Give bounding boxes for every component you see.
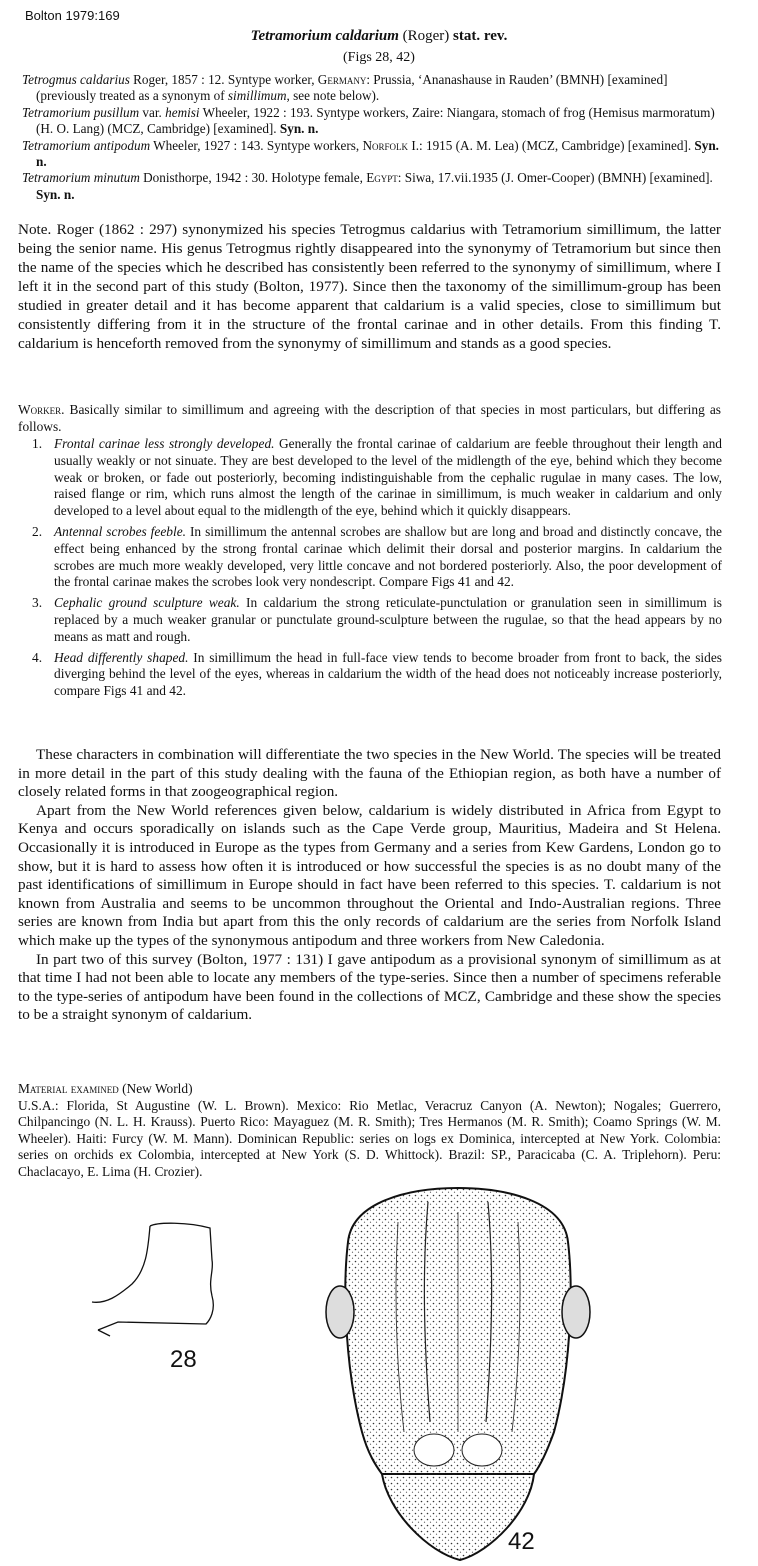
synonym-country: Germany [317, 72, 367, 87]
synonym-text: : 1915 (A. M. Lea) (MCZ, Cambridge) [examined]. [419, 137, 692, 153]
figure-reference: (Figs 28, 42) [343, 50, 415, 65]
character-text: Generally the frontal carinae of caldarium are feeble throughout their length and usually weakly or not sinuate. They are best developed to the level of the midlength of the eye, behind which they become weak or broken, or fade out posteriorly, becoming indistinguishable from the cephalic rugulae in many cases. The low, raised flange or rim, which runs almost the length of the carinae in simillimum, is much weaker in caldarium and only developed to a level about equal to the midlength of the eye, behind which it quickly disappears. [54, 436, 722, 519]
note-paragraph: Note. Roger (1862 : 297) synonymized his species Tetrogmus caldarius with Tetramorium simillimum, the latter being the senior name. His genus Tetrogmus rightly disappeared into the synonymy of Tetramorium but since then the name of the species which he described has consistently been referred to the synonymy of simillimum, where I left it in the second part of this study (Bolton, 1977). Since then the taxonomy of the simillimum-group has been studied in greater detail and it has become apparent that caldarium is a valid species, close to simillimum but consistently differing from it in the structure of the frontal carinae and in other details. From this finding T. caldarium is henceforth removed from the synonymy of simillimum and stands as a good species. [18, 221, 721, 352]
synonym-text: : Prussia, ‘Ananashause in Rauden’ (BMNH) [examined] (previously treated as a synonym of [36, 72, 668, 104]
character-number: 4. [32, 649, 43, 665]
worker-label: Worker. [18, 402, 65, 417]
figure-28-label: 28 [170, 1346, 197, 1373]
synonym-text: Wheeler, 1922 : 193. Syntype workers, Zaire: Niangara, stomach of frog (Hemisus marmoratum) (H. O. Lang) (MCZ, Cambridge) [examined]. [36, 104, 715, 137]
material-heading-label: Material examined [18, 1081, 119, 1096]
synonym-name: Tetrogmus caldarius [22, 72, 130, 87]
worker-description [18, 402, 721, 436]
page-reference: Bolton 1979:169 [25, 8, 120, 23]
character-text: In simillimum the head in full-face view tends to become broader from front to back, the sides diverging behind the level of the eyes, whereas in caldarium the width of the head does not noticeably increase posteriorly, compare Figs 41 and 42. [54, 649, 722, 699]
character-text: In simillimum the antennal scrobes are shallow but are long and broad and distinctly concave, the effect being enhanced by the strong frontal carinae which delimit their dorsal and posterior margins. In caldarium the scrobes are much more weakly developed, very little concave and not bordered posteriorly. Also, the poor development of the frontal carinae makes the scrobes look very nondescript. Compare Figs 41 and 42. [54, 523, 722, 590]
species-name: Tetramorium caldarium [250, 28, 399, 44]
character-item [32, 595, 722, 645]
synonym-list [22, 72, 722, 203]
synonym-text: Wheeler, 1927 : 143. Syntype workers, [150, 137, 363, 153]
synonym-name: Tetramorium minutum [22, 170, 140, 186]
body-text [18, 746, 721, 1025]
worker-text: Basically similar to simillimum and agreeing with the description of that species in most particulars, but differing as follows. [18, 402, 721, 434]
synonym-status: Syn. n. [36, 186, 75, 202]
synonym-entry [22, 105, 722, 138]
species-title [0, 28, 758, 45]
synonym-text: var. [139, 104, 166, 120]
synonym-country: Norfolk I. [362, 137, 420, 153]
synonym-entry [22, 72, 722, 105]
material-text: U.S.A.: Florida, St Augustine (W. L. Brown). Mexico: Rio Metlac, Veracruz Canyon (A. Newton); Nogales; Guerrero, Chilpancingo (N. L. H. Krauss). Puerto Rico: Mayaguez (M. R. Smith); Tres Hermanos (M. R. Smith); Coamo Springs (W. M. Wheeler). Haiti: Furcy (W. M. Mann). Dominican Republic: series on logs ex Dominica, intercepted at New York. Colombia: series on orchids ex Colombia, intercepted at New York (S. D. Whittock). Brazil: SP., Paracicaba (C. A. Triplehorn). Peru: Chaclacayo, E. Lima (H. Crozier). [18, 1097, 721, 1179]
character-text: In caldarium the strong reticulate-punctulation or granulation seen in simillimum is replaced by a much weaker granular or punctulate ground-sculpture between the rugulae, so that the head appears by no means as matt and rough. [54, 595, 723, 644]
character-item [32, 436, 722, 520]
character-list [32, 436, 722, 704]
synonym-entry [22, 170, 722, 203]
character-item [32, 524, 722, 591]
body-paragraph: In part two of this survey (Bolton, 1977 : 131) I gave antipodum as a provisional synonym of simillimum as at that time I had not been able to locate any members of the type-series. Since then a number of specimens referable to the type-series of antipodum have been found in the collections of MCZ, Cambridge and these show the species to be a straight synonym of caldarium. [18, 950, 721, 1024]
synonym-country: Egypt [366, 170, 398, 186]
synonym-text: , see note below). [286, 88, 380, 104]
figure-42-ant-head [318, 1182, 598, 1566]
character-number: 1. [32, 436, 43, 451]
material-heading-suffix: (New World) [118, 1081, 193, 1096]
character-number: 3. [32, 595, 43, 611]
character-heading: Antennal scrobes feeble. [54, 523, 186, 539]
material-examined [18, 1081, 721, 1181]
synonym-entry [22, 138, 722, 171]
species-status: stat. rev. [453, 28, 508, 44]
character-heading: Cephalic ground sculpture weak. [54, 595, 240, 611]
character-heading: Head differently shaped. [54, 649, 189, 665]
synonym-status: Syn. n. [276, 121, 319, 137]
species-author: (Roger) [402, 28, 450, 44]
character-number: 2. [32, 523, 43, 539]
body-paragraph: Apart from the New World references given below, caldarium is widely distributed in Africa from Egypt to Kenya and occurs sporadically on islands such as the Cape Verde group, Mauritius, Madeira and St Helena. Occasionally it is introduced in Europe as the types from Germany and a series from Kew Gardens, London go to show, but it is hard to assess how often it is introduced or how successful the species is as no doubt many of the past identifications of simillimum in Europe should in fact have been referred to this species. T. caldarium is not known from Australia and seems to be uncommon throughout the Oriental and Indo-Australian regions. Three series are known from India but apart from this the only records of caldarium are the series from Norfolk Island which make up the types of the synonymous antipodum and three workers from New Caledonia. [18, 801, 721, 949]
body-paragraph: These characters in combination will differentiate the two species in the New World. The species will be treated in more detail in the part of this study dealing with the fauna of the Ethiopian region, as both have a number of closely related forms in that zoogeographical region. [18, 746, 721, 801]
synonym-text: Donisthorpe, 1942 : 30. Holotype female, [139, 170, 367, 186]
synonym-ital: hemisi [165, 104, 200, 120]
figure-42-label: 42 [508, 1528, 535, 1555]
synonym-text: Roger, 1857 : 12. Syntype worker, [129, 72, 318, 87]
synonym-text: : Siwa, 17.vii.1935 (J. Omer-Cooper) (BMNH) [examined]. [397, 170, 713, 186]
character-item [32, 650, 722, 700]
synonym-ital: simillimum [227, 88, 287, 104]
synonym-status: Syn. n. [36, 137, 719, 170]
character-heading: Frontal carinae less strongly developed. [54, 436, 275, 451]
synonym-name: Tetramorium pusillum [22, 104, 140, 120]
synonym-name: Tetramorium antipodum [22, 137, 151, 153]
material-heading [18, 1081, 721, 1098]
